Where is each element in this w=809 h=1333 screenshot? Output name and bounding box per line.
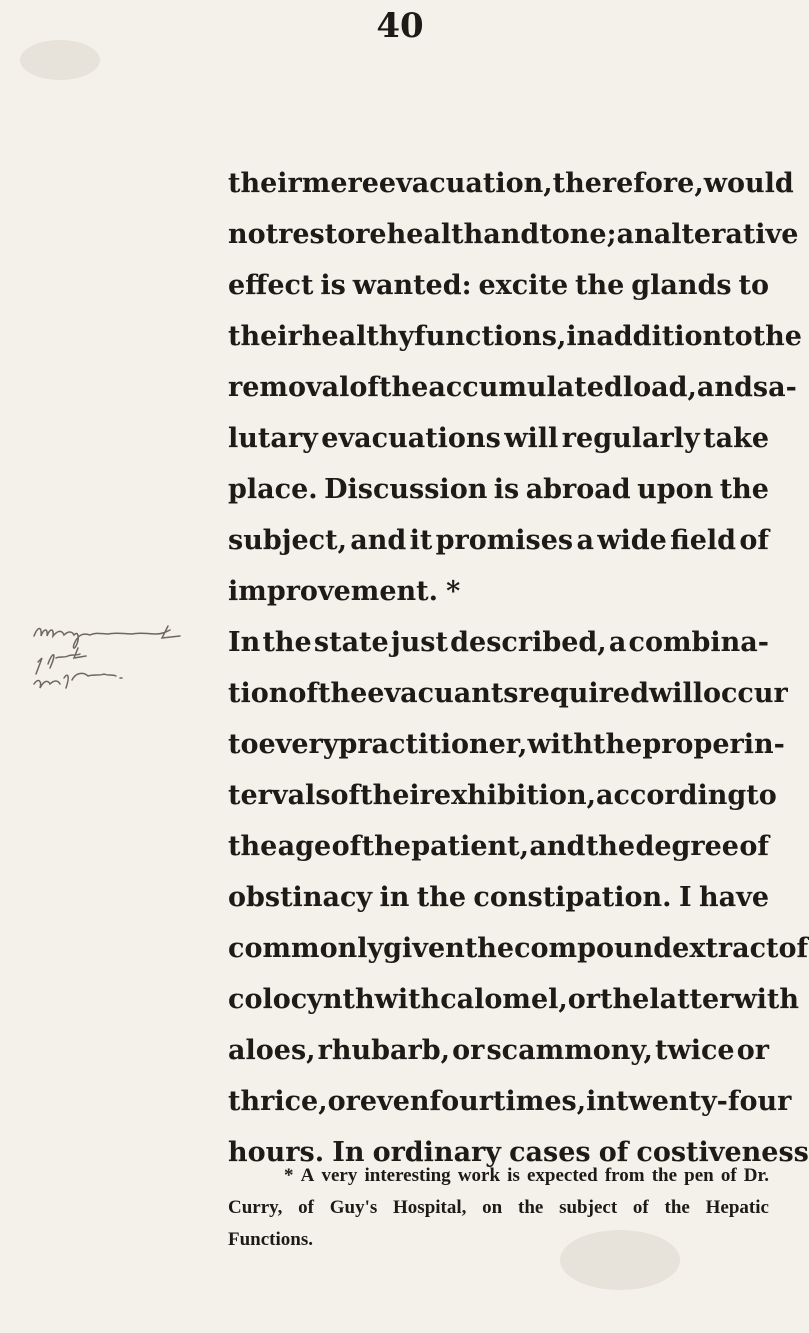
word: of xyxy=(632,1197,649,1218)
word: the xyxy=(379,372,429,403)
text-line xyxy=(228,515,769,566)
word: colocynth xyxy=(228,984,375,1015)
word: cases xyxy=(509,1137,591,1168)
footnote-line xyxy=(228,1160,769,1192)
word: a xyxy=(608,627,627,658)
word: on xyxy=(482,1197,503,1218)
word: improvement. xyxy=(228,576,439,607)
word: work xyxy=(457,1165,501,1186)
word: compound xyxy=(514,933,673,964)
word: the xyxy=(585,831,636,862)
text-line xyxy=(228,719,785,770)
word: of xyxy=(778,933,809,964)
word: evacuations xyxy=(321,423,501,454)
text-line xyxy=(228,974,800,1025)
word: proper xyxy=(642,729,744,760)
word: is xyxy=(320,270,346,301)
text-line xyxy=(228,413,769,464)
word: latter xyxy=(649,984,734,1015)
word: wanted: xyxy=(352,270,472,301)
word: place. xyxy=(228,474,318,505)
word: Hospital, xyxy=(393,1197,467,1218)
word: ordinary xyxy=(372,1137,501,1168)
word: required xyxy=(518,678,649,709)
word: In xyxy=(228,627,261,658)
word: restore xyxy=(278,219,387,250)
word: occur xyxy=(702,678,788,709)
word: costiveness xyxy=(636,1137,809,1168)
text-line xyxy=(228,821,769,872)
word: In xyxy=(332,1137,365,1168)
word: the xyxy=(262,627,312,658)
word: twice xyxy=(655,1035,735,1066)
word: the xyxy=(752,321,802,352)
word: tervals xyxy=(228,780,331,811)
word: calomel, xyxy=(440,984,568,1015)
word: the xyxy=(318,678,368,709)
word: the xyxy=(575,270,625,301)
word: constipation. xyxy=(473,882,672,913)
word: would xyxy=(703,168,794,199)
text-line xyxy=(228,1076,792,1127)
word: subject, xyxy=(228,525,347,556)
word: the xyxy=(651,1165,678,1186)
word: of xyxy=(739,831,769,862)
word: the xyxy=(719,474,769,505)
word: Dr. xyxy=(743,1165,769,1186)
text-line xyxy=(228,872,769,923)
word: load, xyxy=(622,372,697,403)
word: is xyxy=(507,1165,520,1186)
word: scammony, xyxy=(486,1035,653,1066)
footnote-line xyxy=(228,1192,769,1224)
word: Curry, xyxy=(228,1197,283,1218)
word: a xyxy=(576,525,594,556)
word: and xyxy=(350,525,407,556)
word: given xyxy=(383,933,465,964)
word: extract xyxy=(672,933,779,964)
page-number: 40 xyxy=(376,6,424,46)
word: described, xyxy=(450,627,607,658)
word: the xyxy=(593,729,643,760)
footnote xyxy=(228,1160,769,1256)
word: therefore, xyxy=(552,168,704,199)
word: the xyxy=(518,1197,544,1218)
word: in- xyxy=(743,729,785,760)
word: wide xyxy=(597,525,667,556)
word: their xyxy=(228,321,302,352)
word: or xyxy=(736,1035,769,1066)
word: of xyxy=(720,1165,737,1186)
word: * xyxy=(284,1165,294,1186)
word: of xyxy=(331,831,362,862)
word: lutary xyxy=(228,423,318,454)
word: state xyxy=(313,627,389,658)
text-line xyxy=(228,1025,769,1076)
word: of xyxy=(739,525,769,556)
word: Functions. xyxy=(228,1229,313,1250)
text-line xyxy=(228,158,794,209)
body-text xyxy=(228,158,809,1178)
word: every xyxy=(258,729,339,760)
paper-stain xyxy=(560,1230,680,1290)
word: of xyxy=(298,1197,314,1218)
word: or xyxy=(567,984,601,1015)
word: of xyxy=(349,372,380,403)
word: of xyxy=(288,678,318,709)
word: take xyxy=(703,423,769,454)
word: their xyxy=(228,168,302,199)
word: and xyxy=(696,372,753,403)
word: not xyxy=(228,219,279,250)
word: exhibition, xyxy=(433,780,596,811)
word: commonly xyxy=(228,933,384,964)
word: accumulated xyxy=(428,372,623,403)
word: to xyxy=(722,321,753,352)
word: even xyxy=(359,1086,430,1117)
word: excite xyxy=(478,270,569,301)
word: evacuation, xyxy=(378,168,553,199)
word: addition xyxy=(596,321,723,352)
text-line xyxy=(228,464,769,515)
word: will xyxy=(504,423,559,454)
word: mere xyxy=(301,168,379,199)
text-line xyxy=(228,362,797,413)
text-line xyxy=(228,923,809,974)
word: the xyxy=(664,1197,690,1218)
footnote-line xyxy=(228,1224,769,1256)
word: abroad xyxy=(525,474,631,505)
word: health xyxy=(386,219,484,250)
word: combina- xyxy=(628,627,769,658)
word: aloes, xyxy=(228,1035,316,1066)
word: have xyxy=(699,882,769,913)
word: * xyxy=(446,576,461,607)
word: subject xyxy=(559,1197,618,1218)
word: will xyxy=(648,678,703,709)
word: the xyxy=(228,831,278,862)
word: tion xyxy=(228,678,289,709)
text-line xyxy=(228,260,769,311)
text-line xyxy=(228,668,788,719)
word: and xyxy=(529,831,586,862)
word: promises xyxy=(435,525,574,556)
word: from xyxy=(604,1165,645,1186)
word: is xyxy=(493,474,520,505)
word: field xyxy=(670,525,737,556)
word: the xyxy=(361,831,411,862)
word: Discussion xyxy=(324,474,488,505)
word: evacuants xyxy=(367,678,519,709)
text-line xyxy=(228,209,799,260)
word: glands xyxy=(631,270,732,301)
word: to xyxy=(738,270,769,301)
word: expected xyxy=(526,1165,598,1186)
word: of xyxy=(330,780,361,811)
word: effect xyxy=(228,270,314,301)
word: to xyxy=(228,729,259,760)
word: age xyxy=(277,831,332,862)
word: Guy's xyxy=(329,1197,378,1218)
word: the xyxy=(464,933,515,964)
word: with xyxy=(374,984,441,1015)
word: pen xyxy=(684,1165,714,1186)
word: tone; xyxy=(539,219,617,250)
marginal-handwriting xyxy=(28,622,228,694)
word: sa- xyxy=(752,372,797,403)
word: A xyxy=(300,1165,315,1186)
word: very xyxy=(321,1165,358,1186)
text-line xyxy=(228,311,802,362)
word: and xyxy=(483,219,540,250)
word: hours. xyxy=(228,1137,325,1168)
word: the xyxy=(600,984,650,1015)
word: just xyxy=(390,627,448,658)
word: times, xyxy=(493,1086,587,1117)
word: according xyxy=(595,780,747,811)
word: regularly xyxy=(561,423,700,454)
word: with xyxy=(527,729,594,760)
word: functions, xyxy=(414,321,567,352)
word: four xyxy=(429,1086,494,1117)
word: I xyxy=(678,882,692,913)
word: practitioner, xyxy=(338,729,528,760)
word: it xyxy=(409,525,433,556)
word: degree xyxy=(635,831,739,862)
text-line xyxy=(228,617,769,668)
word: the xyxy=(416,882,467,913)
word: of xyxy=(598,1137,629,1168)
word: with xyxy=(733,984,800,1015)
word: in xyxy=(566,321,597,352)
word: thrice, xyxy=(228,1086,328,1117)
word: healthy xyxy=(301,321,415,352)
word: their xyxy=(360,780,434,811)
word: in xyxy=(586,1086,616,1117)
word: removal xyxy=(228,372,350,403)
word: alterative xyxy=(653,219,799,250)
word: twenty-four xyxy=(615,1086,792,1117)
word: an xyxy=(616,219,654,250)
word: to xyxy=(746,780,777,811)
word: upon xyxy=(637,474,714,505)
word: or xyxy=(327,1086,360,1117)
word: interesting xyxy=(364,1165,451,1186)
word: or xyxy=(452,1035,485,1066)
word: rhubarb, xyxy=(317,1035,451,1066)
word: obstinacy xyxy=(228,882,373,913)
word: patient, xyxy=(411,831,530,862)
paper-stain xyxy=(20,40,100,80)
text-line xyxy=(228,566,769,617)
word: Hepatic xyxy=(705,1197,769,1218)
text-line xyxy=(228,770,777,821)
word: in xyxy=(379,882,410,913)
